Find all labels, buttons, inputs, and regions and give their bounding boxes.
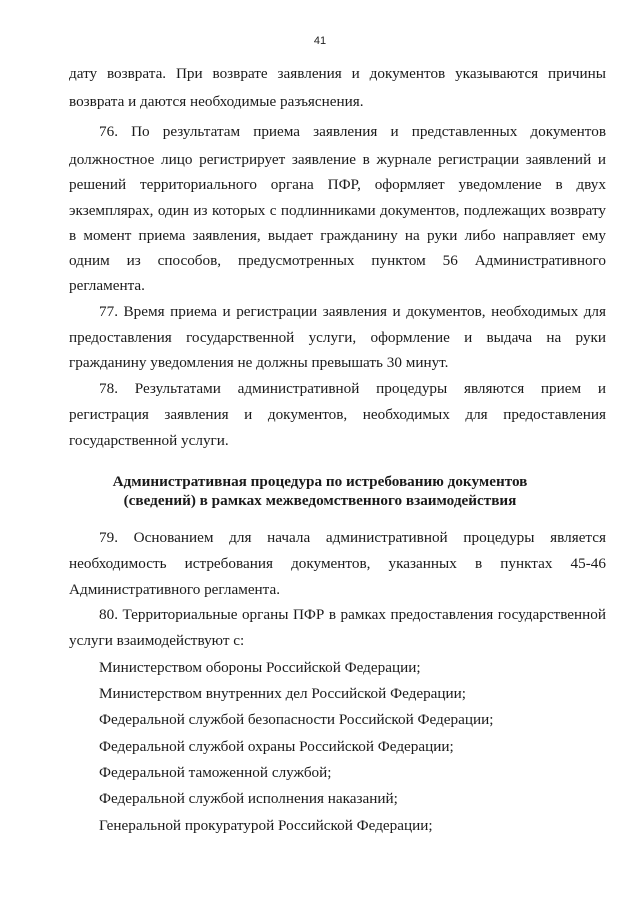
paragraph-76-line: регламента. (69, 277, 145, 294)
paragraph-79-line: Административного регламента. (69, 581, 281, 598)
section-heading-line: Административная процедура по истребованию документов (112, 473, 528, 490)
agency-list-item: Министерством обороны Российской Федерации; (99, 659, 421, 676)
paragraph-80-line: 80. Территориальные органы ПФР в рамках предоставления государственной (99, 606, 606, 623)
agency-list-item: Федеральной службой безопасности Российской Федерации; (99, 711, 494, 728)
paragraph-77-line: предоставления государственной услуги, оформление и выдача на руки (69, 329, 606, 346)
agency-list-item: Федеральной таможенной службой; (99, 764, 332, 781)
paragraph-76-line: в момент приема заявления, выдает гражданину на руки либо направляет ему (69, 227, 606, 244)
paragraph-76-line: решений территориального органа ПФР, оформляет уведомление в двух (69, 176, 606, 193)
paragraph-79-line: необходимость истребования документов, указанных в пунктах 45-46 (69, 555, 606, 572)
section-heading-line: (сведений) в рамках межведомственного взаимодействия (123, 492, 517, 509)
paragraph-76-line: 76. По результатам приема заявления и представленных документов (99, 123, 606, 140)
paragraph-79-line: 79. Основанием для начала административной процедуры является (99, 529, 606, 546)
text-line: возврата и даются необходимые разъяснения. (69, 93, 364, 110)
text-line: дату возврата. При возврате заявления и документов указываются причины (69, 65, 606, 82)
agency-list-item: Генеральной прокуратурой Российской Федерации; (99, 817, 433, 834)
page-number: 41 (313, 35, 327, 47)
paragraph-78-line: 78. Результатами административной процедуры являются прием и (99, 380, 606, 397)
paragraph-77-line: гражданину уведомления не должны превышать 30 минут. (69, 354, 449, 371)
agency-list-item: Федеральной службой охраны Российской Федерации; (99, 738, 454, 755)
paragraph-77-line: 77. Время приема и регистрации заявления и документов, необходимых для (99, 303, 606, 320)
agency-list-item: Федеральной службой исполнения наказаний; (99, 790, 398, 807)
paragraph-78-line: государственной услуги. (69, 432, 229, 449)
paragraph-78-line: регистрация заявления и документов, необходимых для предоставления (69, 406, 606, 423)
agency-list-item: Министерством внутренних дел Российской Федерации; (99, 685, 467, 702)
paragraph-76-line: одним из способов, предусмотренных пунктом 56 Административного (69, 252, 606, 269)
paragraph-80-line: услуги взаимодействуют с: (69, 632, 245, 649)
paragraph-76-line: должностное лицо регистрирует заявление в журнале регистрации заявлений и (69, 151, 606, 168)
paragraph-76-line: экземплярах, один из которых с подлинниками документов, подлежащих возврату (69, 202, 606, 219)
